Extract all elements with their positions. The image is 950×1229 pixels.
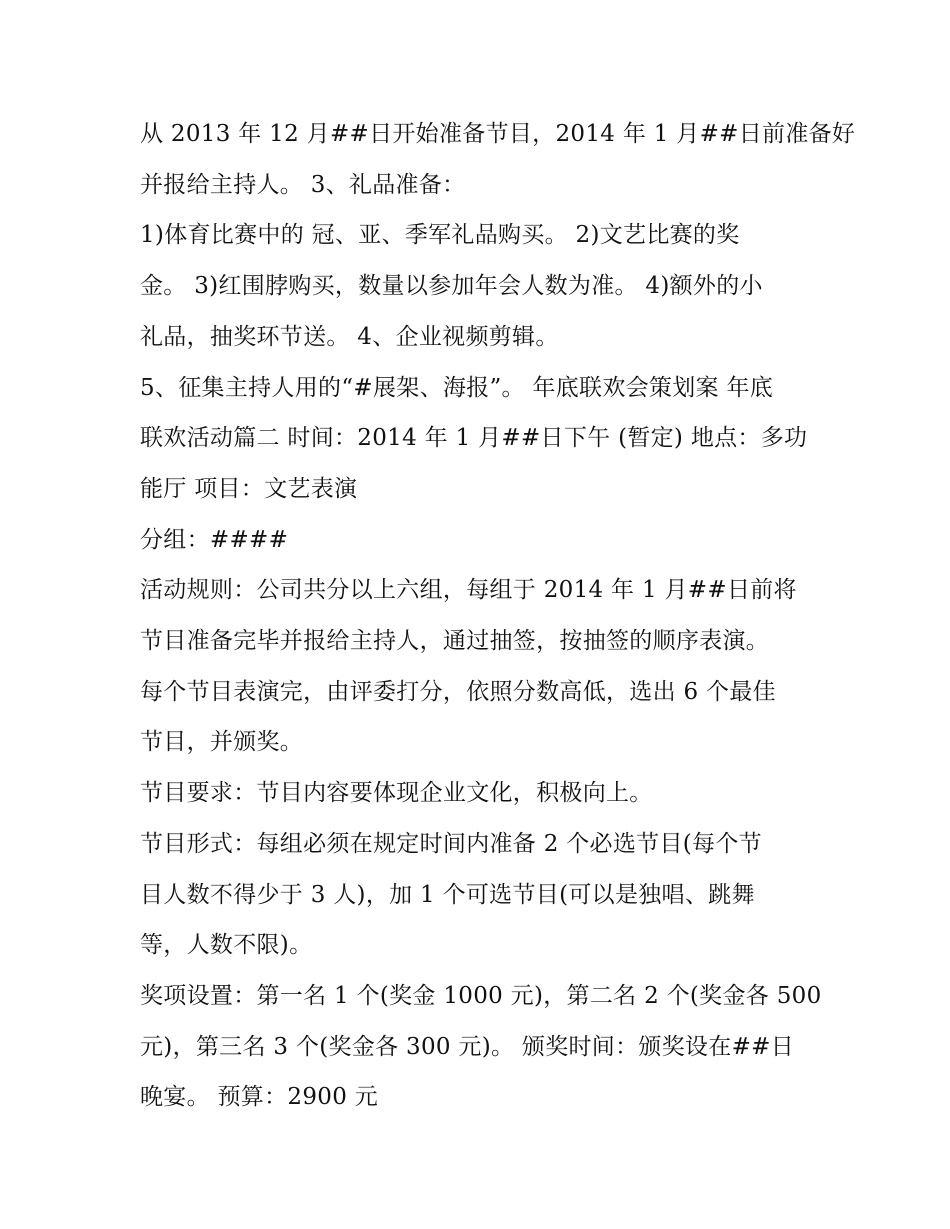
text-line: 奖项设置：第一名 1 个(奖金 1000 元)，第二名 2 个(奖金各 500 [140,982,822,1009]
text-line: 节目准备完毕并报给主持人，通过抽签，按抽签的顺序表演。 [140,628,770,655]
text-line: 1)体育比赛中的 冠、亚、季军礼品购买。 2)文艺比赛的奖 [140,222,740,249]
text-line: 分组：#### [140,526,289,553]
paragraph-gift-preparation [140,210,820,362]
text-line: 活动规则：公司共分以上六组，每组于 2014 年 1 月##日前将 [140,577,797,604]
text-line: 晚宴。 预算：2900 元 [140,1084,379,1111]
paragraph-grouping [140,515,820,566]
text-line: 并报给主持人。 3、礼品准备： [140,171,466,198]
text-line: 联欢活动篇二 时间：2014 年 1 月##日下午 (暂定) 地点：多功 [140,425,808,452]
text-line: 每个节目表演完，由评委打分，依照分数高低，选出 6 个最佳 [140,678,776,705]
text-line: 元)，第三名 3 个(奖金各 300 元)。 颁奖时间：颁奖设在##日 [140,1033,795,1060]
text-line: 等，人数不限)。 [140,932,313,959]
text-line: 从 2013 年 12 月##日开始准备节目，2014 年 1 月##日前准备好 [140,121,856,147]
text-line: 5、征集主持人用的“#展架、海报”。 年底联欢会策划案 年底 [140,374,774,401]
paragraph-host-materials [140,363,820,515]
text-line: 节目，并颁奖。 [140,729,304,756]
text-line: 能厅 项目：文艺表演 [140,475,358,502]
paragraph-preparation-schedule [140,109,856,210]
paragraph-awards [140,971,820,1123]
paragraph-program-requirements [140,768,820,819]
paragraph-activity-rules [140,565,820,768]
text-line: 金。 3)红围脖购买，数量以参加年会人数为准。 4)额外的小 [140,273,763,300]
text-line: 目人数不得少于 3 人)，加 1 个可选节目(可以是独唱、跳舞 [140,881,755,908]
document-page [140,109,856,1123]
text-line: 节目形式：每组必须在规定时间内准备 2 个必选节目(每个节 [140,830,762,857]
text-line: 礼品，抽奖环节送。 4、企业视频剪辑。 [140,323,559,350]
text-line: 节目要求：节目内容要体现企业文化，积极向上。 [140,780,653,807]
paragraph-program-format [140,819,820,971]
